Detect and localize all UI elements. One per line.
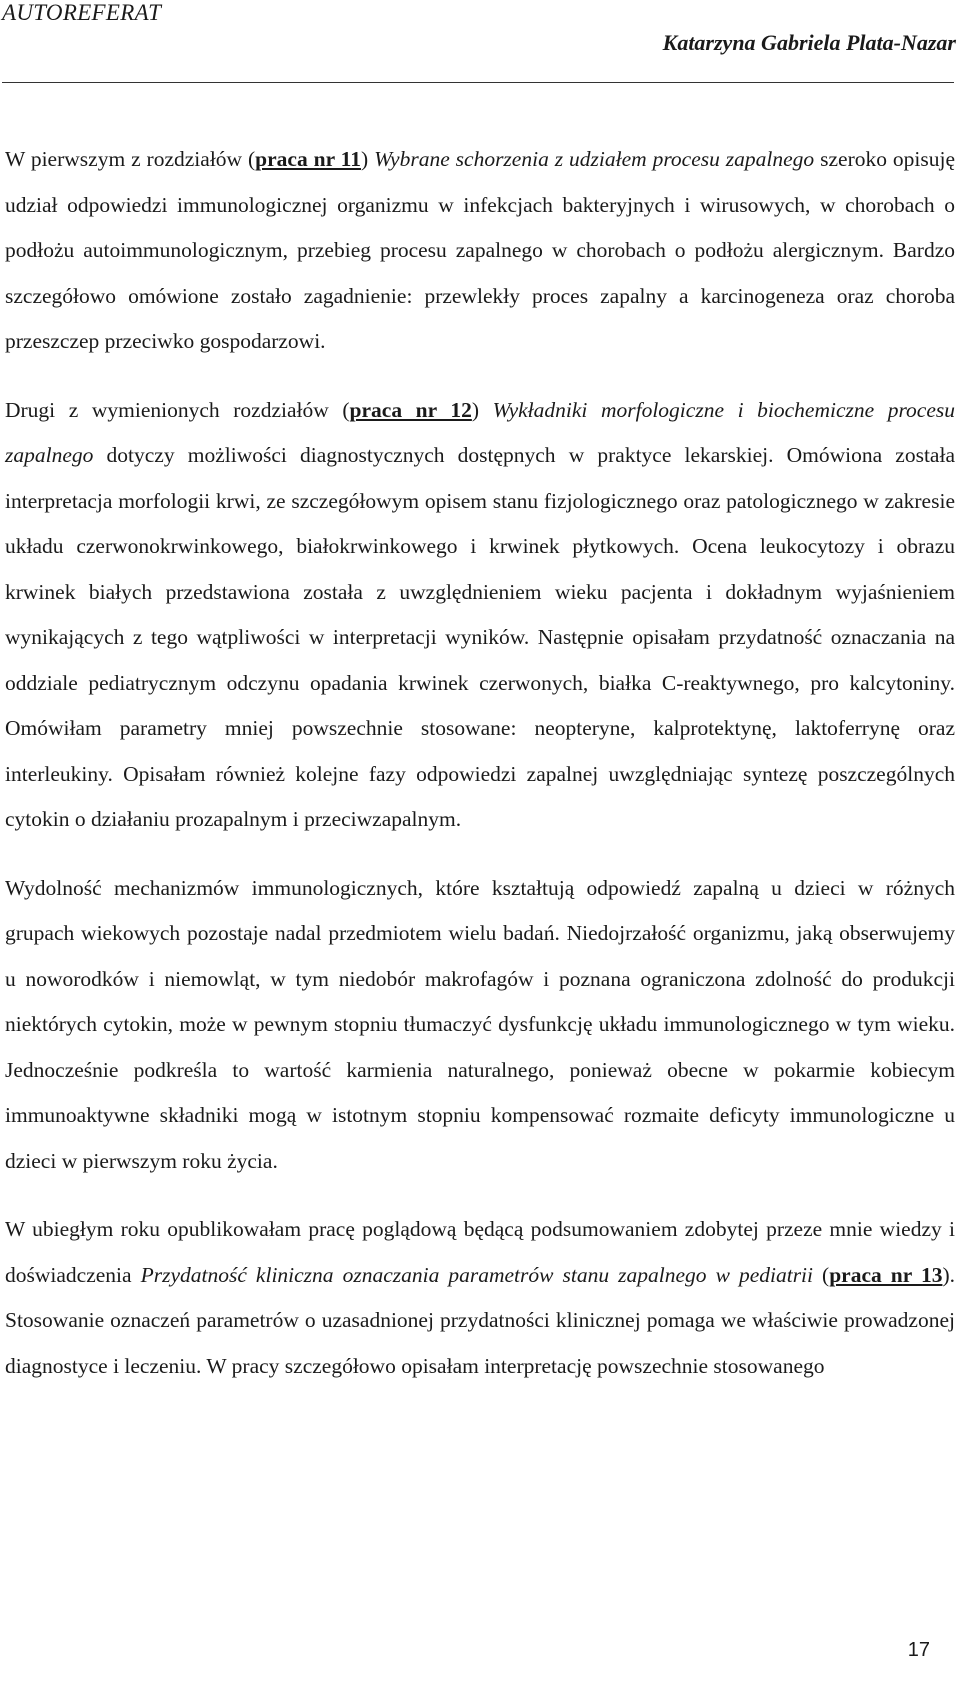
article-title: Przydatność kliniczna oznaczania parametrów stanu zapalnego w pediatrii — [140, 1262, 814, 1287]
header-author: Katarzyna Gabriela Plata-Nazar — [662, 30, 956, 55]
paragraph-4 — [5, 1207, 955, 1389]
header-title: AUTOREFERAT — [2, 0, 162, 25]
text-run: szeroko opisuję udział odpowiedzi immunologicznej organizmu w infekcjach bakteryjnych i wirusowych, w chorobach o podłożu autoimmunologicznym, przebieg procesu zapalnego w chorobach o podłożu alergicznym. Bardzo szczegółowo omówione zostało zagadnienie: przewlekły proces zapalny a karcinogeneza oraz choroba przeszczep przeciwko gospodarzowi. — [5, 147, 956, 353]
text-run: ). Stosowanie oznaczeń parametrów o uzasadnionej przydatności klinicznej pomaga we właściwie prowadzonej diagnostyce i leczeniu. W pracy szczegółowo opisałam interpretację powszechnie stosowanego — [5, 1262, 955, 1378]
chapter-title: Wybrane schorzenia z udziałem procesu zapalnego — [374, 147, 815, 171]
body-text — [5, 137, 955, 1389]
paragraph-3 — [5, 866, 955, 1185]
reference-praca-12: praca nr 12 — [349, 397, 472, 422]
text-run: Wydolność mechanizmów immunologicznych, które kształtują odpowiedź zapalną u dzieci w różnych grupach wiekowych pozostaje nadal przedmiotem wielu badań. Niedojrzałość organizmu, jaką obserwujemy u noworodków i niemowląt, w tym niedobór makrofagów i poznana ograniczona zdolność do produkcji niektórych cytokin, może w pewnym stopniu tłumaczyć dysfunkcję układu immunologicznego w tym wieku. Jednocześnie podkreśla to wartość karmienia naturalnego, ponieważ obecne w pokarmie kobiecym immunoaktywne składniki mogą w istotnym stopniu kompensować rozmaite deficyty immunologiczne u dzieci w pierwszym roku życia. — [5, 875, 955, 1173]
page-number: 17 — [907, 1639, 930, 1661]
text-run: ) — [471, 397, 493, 422]
paragraph-2 — [5, 388, 955, 843]
text-run: ( — [813, 1262, 830, 1287]
text-run: dotyczy możliwości diagnostycznych dostępnych w praktyce lekarskiej. Omówiona została interpretacja morfologii krwi, ze szczegółowym opisem stanu fizjologicznego oraz patologicznego w zakresie układu czerwonokrwinkowego, białokrwinkowego i krwinek płytkowych. Ocena leukocytozy i obrazu krwinek białych przedstawiona została z uwzględnieniem wieku pacjenta i dokładnym wyjaśnieniem wynikających z tego wątpliwości w interpretacji wyników. Następnie opisałam przydatność oznaczania na oddziale pediatrycznym odczynu opadania krwinek czerwonych, białka C-reaktywnego, pro kalcytoniny. Omówiłam parametry mniej powszechnie stosowane: neopteryne, kalprotektynę, laktoferrynę oraz interleukiny. Opisałam również kolejne fazy odpowiedzi zapalnej uwzględniając syntezę poszczególnych cytokin o działaniu prozapalnym i przeciwzapalnym. — [5, 443, 955, 831]
header-divider — [2, 82, 954, 83]
text-run: W ubiegłym roku opublikowałam pracę poglądową będącą podsumowaniem zdobytej przeze mnie wiedzy i doświadczenia — [5, 1217, 955, 1287]
reference-praca-11: praca nr 11 — [255, 147, 361, 171]
text-run: Drugi z wymienionych rozdziałów ( — [5, 397, 350, 422]
chapter-title: Wykładniki morfologiczne i biochemiczne procesu zapalnego — [5, 397, 956, 467]
text-run: ) — [361, 147, 375, 171]
text-run: W pierwszym z rozdziałów ( — [5, 147, 256, 171]
paragraph-1 — [5, 137, 955, 365]
reference-praca-13: praca nr 13 — [829, 1262, 943, 1287]
